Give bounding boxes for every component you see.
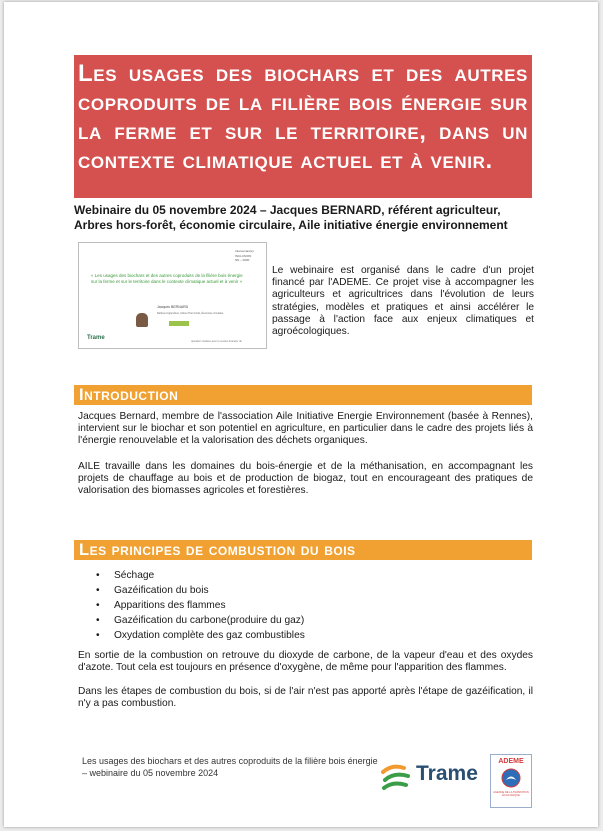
- section-title-introduction: Introduction: [79, 386, 179, 404]
- list-item: • Apparitions des flammes: [94, 598, 305, 613]
- list-item: • Gazéification du bois: [94, 583, 305, 598]
- section-title-combustion: Les principes de combustion du bois: [79, 541, 356, 559]
- marianne-icon: [501, 768, 521, 788]
- speaker-avatar: [136, 313, 148, 327]
- list-item: • Oxydation complète des gaz combustibles: [94, 628, 305, 643]
- footer-line-1: Les usages des biochars et des autres coproduits de la filière bois énergie: [82, 756, 378, 766]
- page-footer-caption: [82, 755, 382, 779]
- thumbnail-speaker: Jacques BERNARD: [157, 305, 189, 309]
- footer-line-2: – webinaire du 05 novembre 2024: [82, 768, 219, 778]
- thumbnail-trame-logo: Trame: [87, 335, 105, 341]
- combustion-paragraph-2: Dans les étapes de combustion du bois, si de l'air n'est pas apporté après l'étape de gazéification, il n'y a pas combustion.: [78, 686, 533, 710]
- trame-logo-icon: [380, 760, 414, 794]
- introduction-paragraph-1: Jacques Bernard, membre de l'association Aile Initiative Energie Environnement (basée à Rennes), intervient sur le biochar et son potentiel en agriculture, en particulier dans le cadre des projets liés à l'énergie renouvelable et la valorisation des déchets organiques.: [78, 411, 533, 447]
- combustion-steps-list: [94, 568, 305, 643]
- document-page: [4, 2, 598, 827]
- section-header-introduction: [74, 385, 532, 405]
- thumbnail-title: « Les usages des biochars et des autres coproduits de la filière bois énergie sur la ferme et sur le territoire dans le contexte climatique actuel et à venir »: [91, 273, 243, 284]
- thumbnail-footer: opération réalisée avec le soutien financier de: [191, 340, 242, 343]
- webinar-slide-thumbnail[interactable]: [78, 242, 267, 349]
- trame-logo: [380, 758, 488, 796]
- aile-logo-icon: [169, 321, 189, 326]
- list-item: • Gazéification du carbone(produire du gaz): [94, 613, 305, 628]
- trame-logo-text: Trame: [416, 762, 478, 785]
- introduction-paragraph-2: AILE travaille dans les domaines du bois-énergie et de la méthanisation, en accompagnant les projets de chauffage au bois et de production de biogaz, tout en encourageant des pratiques de valorisation des biomasses agricoles et forestières.: [78, 461, 533, 497]
- section-header-combustion: [74, 540, 532, 560]
- ademe-logo-text: ADEME: [498, 758, 524, 765]
- title-banner: [74, 55, 532, 198]
- document-title: Les usages des biochars et des autres coproduits de la filière bois énergie sur la ferme et sur le territoire, dans un contexte climatique actuel et à venir.: [78, 60, 528, 174]
- project-description: Le webinaire est organisé dans le cadre d'un projet financé par l'ADEME. Ce projet vise à accompagner les agriculteurs et agricultrices dans l'évolution de leurs stratégies, modèles et pratiques et ainsi accélérer le passage à l'action face aux enjeux climatiques et agroécologiques.: [272, 265, 534, 338]
- thumbnail-role: Référent Agriculteur, Arbres Hors Forêt, Économie circulaire: [157, 312, 224, 315]
- ademe-logo: [490, 754, 532, 808]
- thumbnail-meta: Intervenant(e) INCLUSION NN – 0000: [235, 249, 254, 262]
- webinar-subtitle: Webinaire du 05 novembre 2024 – Jacques BERNARD, référent agriculteur, Arbres hors-forêt, économie circulaire, Aile initiative énergie environnement: [74, 203, 508, 232]
- list-item: • Séchage: [94, 568, 305, 583]
- combustion-paragraph-1: En sortie de la combustion on retrouve du dioxyde de carbone, de la vapeur d'eau et des oxydes d'azote. Tout cela est toujours en présence d'oxygène, de même pour l'apparition des flammes.: [78, 650, 533, 674]
- ademe-tagline: AGENCE DE LA TRANSITION ÉCOLOGIQUE: [493, 791, 529, 797]
